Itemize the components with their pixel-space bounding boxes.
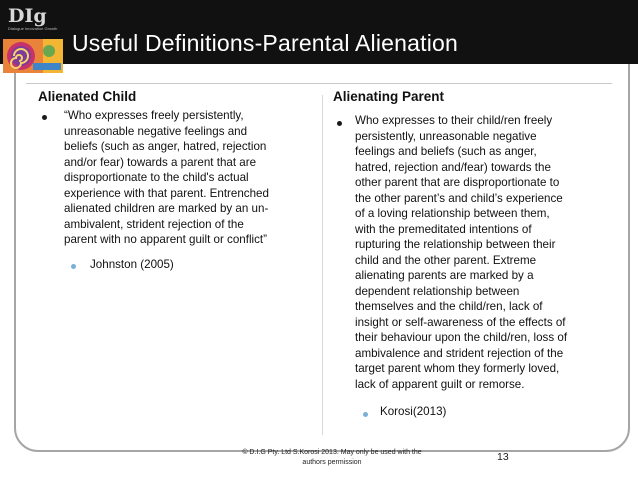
- logo-swirl-icon: [3, 39, 63, 73]
- text-line: feelings and beliefs (such as anger,: [355, 145, 537, 158]
- sub-bullet-dot-icon: [363, 412, 368, 417]
- text-line: beliefs (such as anger, hatred, rejection: [64, 140, 267, 153]
- alienating-parent-heading: Alienating Parent: [333, 89, 445, 104]
- text-line: other parent that are disproportionate to: [355, 176, 560, 189]
- text-line: and/or fear) towards a parent that are: [64, 155, 257, 169]
- footer-line: authors permission: [302, 459, 362, 466]
- text-line: ambivalent, strident rejection of the: [64, 217, 244, 231]
- logo-text: DIg: [8, 5, 47, 27]
- alienated-child-heading: Alienated Child: [38, 89, 137, 104]
- text-line: target parent whom they formerly loved,: [355, 362, 560, 375]
- sub-bullet-dot-icon: [71, 264, 76, 269]
- text-line: Who expresses to their child/ren freely: [355, 114, 553, 127]
- text-line: with the premeditated intentions of: [355, 222, 532, 236]
- slide-title: Useful Definitions-Parental Alienation: [72, 30, 459, 56]
- logo-subtext: Dialogue Innovation Growth: [8, 26, 58, 31]
- text-line: unreasonable negative feelings and: [64, 124, 248, 138]
- text-line: rupturing the relationship between their: [355, 238, 556, 251]
- footer-line: © D.I.G Pty. Ltd S.Korosi 2013. May only be used with the: [242, 449, 422, 456]
- text-line: of a loving relationship between them,: [355, 207, 550, 220]
- page-number: 13: [497, 451, 509, 463]
- text-line: parent with no apparent guilt or conflict”: [64, 233, 268, 246]
- text-line: alienating parents are marked by a: [355, 269, 534, 282]
- text-line: hatred, rejection and/fear) towards the: [355, 160, 551, 174]
- column-divider: [322, 95, 323, 435]
- text-line: themselves and the child/ren, lack of: [355, 300, 543, 313]
- text-line: their behaviour upon the child/ren, loss of: [355, 331, 568, 344]
- text-line: alienated children are marked by an un-: [64, 202, 269, 215]
- text-line: child and the other parent. Extreme: [355, 253, 537, 267]
- text-line: insight or self-awareness of the effects of: [355, 315, 566, 329]
- bullet-dot-icon: [42, 115, 47, 120]
- bullet-dot-icon: [337, 121, 342, 126]
- johnston-citation: Johnston (2005): [90, 258, 174, 271]
- korosi-citation: Korosi(2013): [380, 405, 447, 418]
- text-line: ambivalence and strident rejection of the: [355, 346, 564, 360]
- text-line: persistently, unreasonable negative: [355, 129, 537, 143]
- title-bar-corner: [598, 0, 638, 64]
- text-line: lack of apparent guilt or remorse.: [355, 377, 525, 391]
- dig-logo: [0, 0, 70, 75]
- alienating-parent-definition: [355, 113, 567, 392]
- text-line: disproportionate to the child's actual: [64, 171, 249, 184]
- title-rule: [26, 83, 612, 84]
- copyright-footer: [226, 448, 438, 468]
- text-line: experience with that parent. Entrenched: [64, 186, 269, 200]
- alienated-child-definition: [64, 108, 269, 248]
- text-line: “Who expresses freely persistently,: [64, 109, 244, 122]
- text-line: dependent relationship between: [355, 284, 520, 298]
- text-line: the other parent’s and child’s experience: [355, 191, 563, 205]
